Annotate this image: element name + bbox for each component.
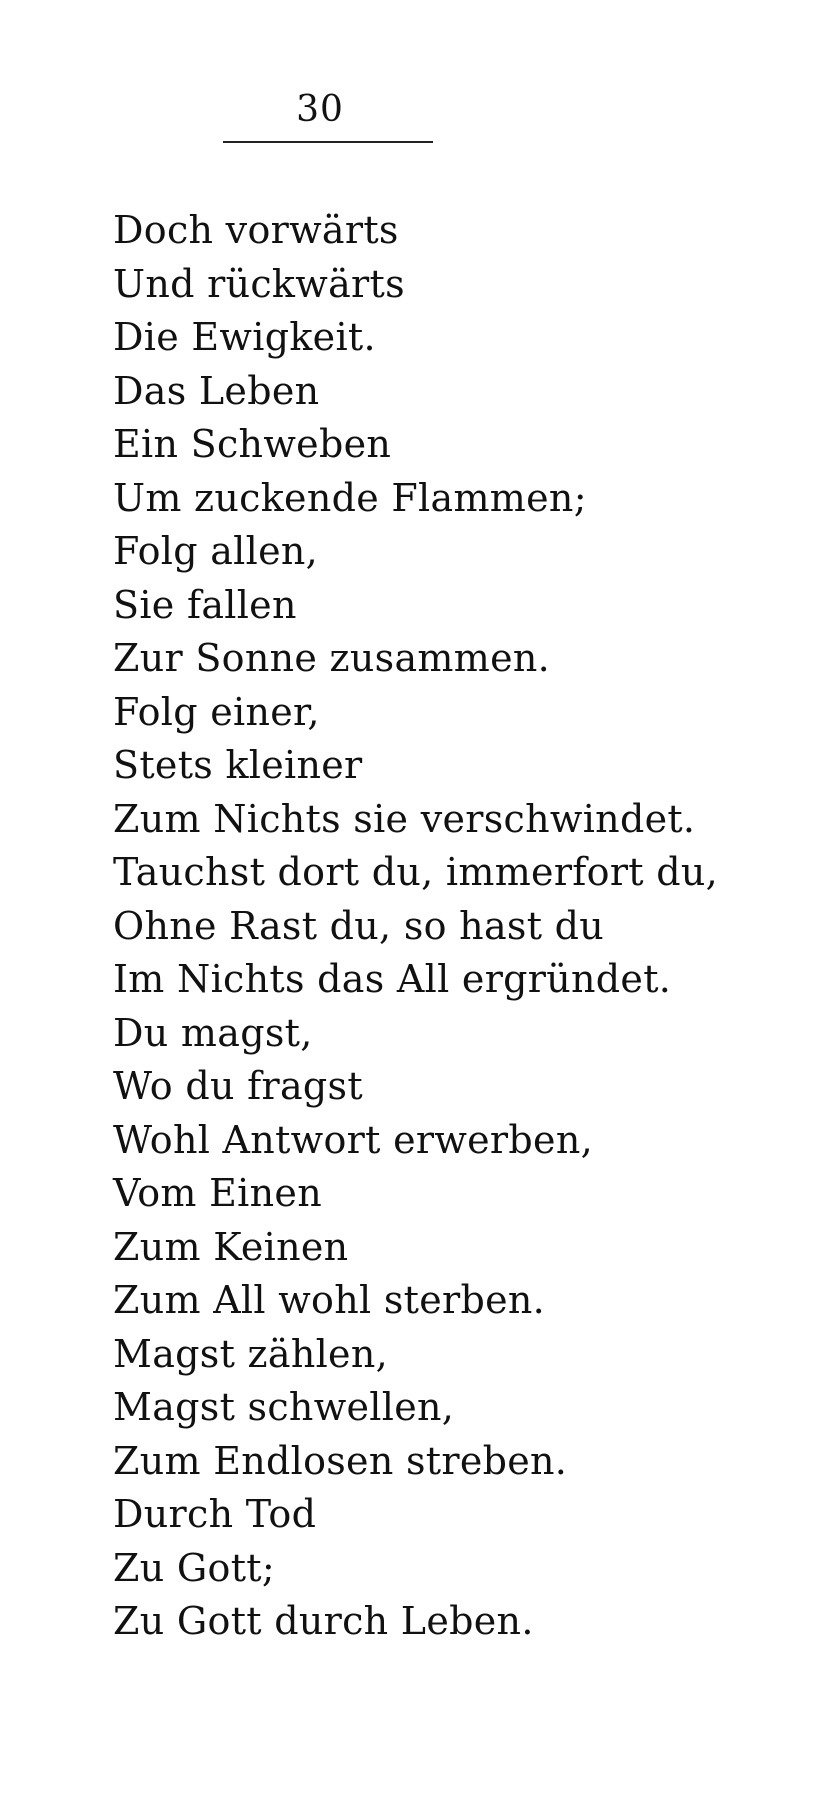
poem-line-15: Im Nichts das All ergründet. xyxy=(113,957,672,1001)
poem-line-18: Wohl Antwort erwerben, xyxy=(113,1117,593,1162)
poem-line-16: Du magst, xyxy=(113,1010,313,1055)
poem-line-8: Sie fallen xyxy=(113,582,297,627)
poem-line-11: Stets kleiner xyxy=(113,743,363,787)
poem-line-5: Ein Schweben xyxy=(113,422,392,466)
poem-line-13: Tauchst dort du, immerfort du, xyxy=(113,850,719,894)
poem-line-24: Zum Endlosen streben. xyxy=(113,1438,568,1483)
page-number: 30 xyxy=(296,89,344,130)
poem-line-9: Zur Sonne zusammen. xyxy=(113,636,551,680)
poem-line-6: Um zuckende Flammen; xyxy=(113,475,587,520)
poem-line-4: Das Leben xyxy=(113,368,320,413)
poem-line-17: Wo du fragst xyxy=(113,1064,363,1108)
poem-line-7: Folg allen, xyxy=(113,529,319,573)
poem-line-22: Magst zählen, xyxy=(113,1331,388,1376)
poem xyxy=(113,204,813,1649)
poem-line-19: Vom Einen xyxy=(113,1171,322,1215)
poem-line-27: Zu Gott durch Leben. xyxy=(113,1599,534,1643)
poem-line-1: Doch vorwärts xyxy=(113,208,399,252)
poem-line-2: Und rückwärts xyxy=(113,261,405,306)
poem-line-26: Zu Gott; xyxy=(113,1545,275,1590)
poem-line-25: Durch Tod xyxy=(113,1492,317,1536)
poem-line-3: Die Ewigkeit. xyxy=(113,315,376,359)
header-rule xyxy=(223,141,433,143)
poem-line-21: Zum All wohl sterben. xyxy=(113,1278,546,1322)
poem-line-20: Zum Keinen xyxy=(113,1224,349,1269)
poem-line-23: Magst schwellen, xyxy=(113,1385,455,1429)
poem-line-10: Folg einer, xyxy=(113,689,320,734)
poem-line-14: Ohne Rast du, so hast du xyxy=(113,903,605,948)
poem-line-12: Zum Nichts sie verschwindet. xyxy=(113,796,696,841)
